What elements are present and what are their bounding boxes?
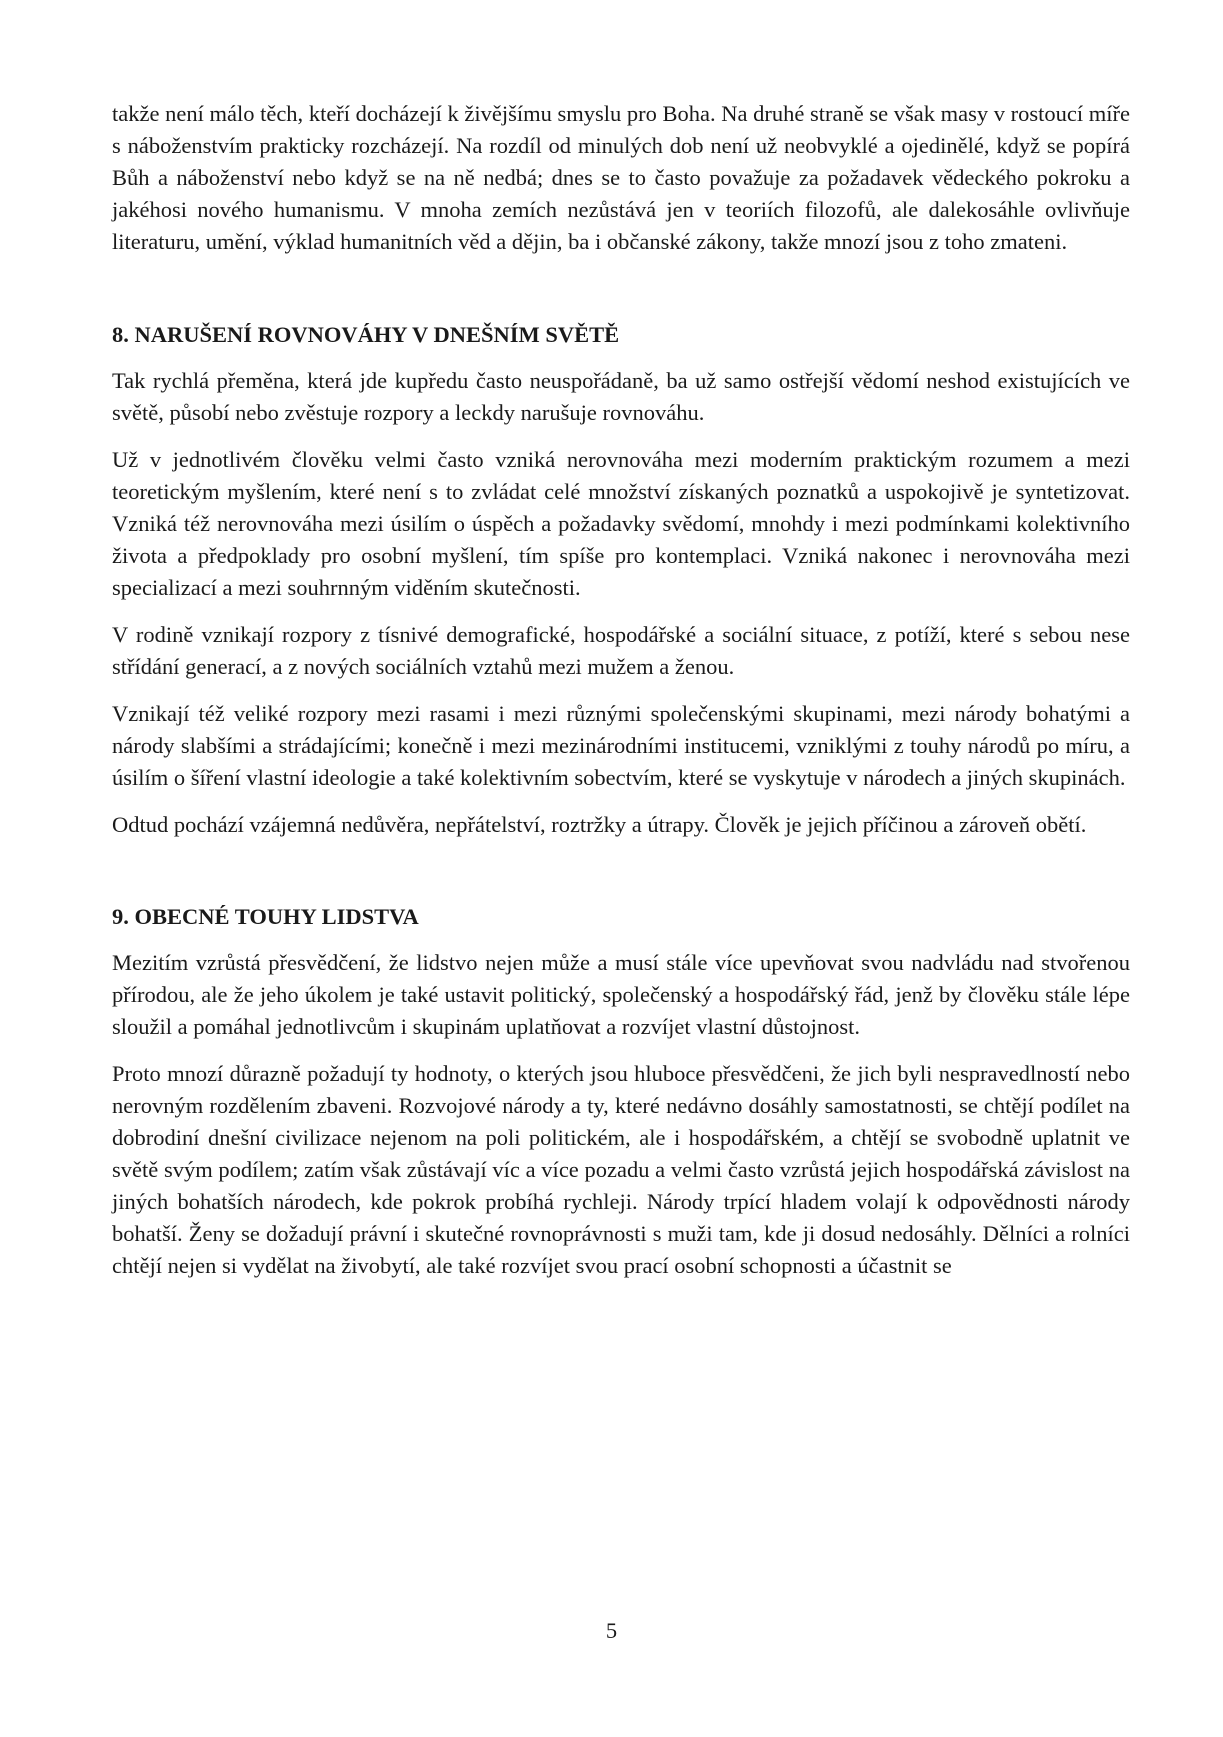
section-8-paragraph-3: V rodině vznikají rozpory z tísnivé demografické, hospodářské a sociální situace, z potíží, které s sebou nese střídání generací, a z nových sociálních vztahů mezi mužem a ženou. [112, 622, 1130, 679]
section-9-paragraph-1: Mezitím vzrůstá přesvědčení, že lidstvo nejen může a musí stále více upevňovat svou nadvládu nad stvořenou přírodou, ale že jeho úkolem je také ustavit politický, společenský a hospodářský řád, jenž by člověku stále lépe sloužil a pomáhal jednotlivcům i skupinám uplatňovat a rozvíjet vlastní důstojnost. [112, 950, 1130, 1039]
section-8-paragraph-2: Už v jednotlivém člověku velmi často vzniká nerovnováha mezi moderním praktickým rozumem a mezi teoretickým myšlením, které není s to zvládat celé množství získaných poznatků a uspokojivě je syntetizovat. Vzniká též nerovnováha mezi úsilím o úspěch a požadavky svědomí, mnohdy i mezi podmínkami kolektivního života a předpoklady pro osobní myšlení, tím spíše pro kontemplaci. Vzniká nakonec i nerovnováha mezi specializací a mezi souhrnným viděním skutečnosti. [112, 447, 1130, 600]
intro-paragraph: takže není málo těch, kteří docházejí k živějšímu smyslu pro Boha. Na druhé straně se však masy v rostoucí míře s náboženstvím prakticky rozcházejí. Na rozdíl od minulých dob není už neobvyklé a ojedinělé, když se popírá Bůh a náboženství nebo když se na ně nedbá; dnes se to často považuje za požadavek vědeckého pokroku a jakéhosi nového humanismu. V mnoha zemích nezůstává jen v teoriích filozofů, ale dalekosáhle ovlivňuje literaturu, umění, výklad humanitních věd a dějin, ba i občanské zákony, takže mnozí jsou z toho zmateni. [112, 101, 1130, 254]
section-8-paragraph-5: Odtud pochází vzájemná nedůvěra, nepřátelství, roztržky a útrapy. Člověk je jejich příčinou a zároveň obětí. [112, 812, 1087, 837]
section-8-paragraph-4: Vznikají též veliké rozpory mezi rasami i mezi různými společenskými skupinami, mezi národy bohatými a národy slabšími a strádajícími; konečně i mezi mezinárodními institucemi, vzniklými z touhy národů po míru, a úsilím o šíření vlastní ideologie a také kolektivním sobectvím, které se vyskytuje v národech a jiných skupinách. [112, 701, 1130, 790]
document-page [112, 98, 1130, 1297]
section-9-paragraph-2: Proto mnozí důrazně požadují ty hodnoty, o kterých jsou hluboce přesvědčeni, že jich byli nespravedlností nebo nerovným rozdělením zbaveni. Rozvojové národy a ty, které nedávno dosáhly samostatnosti, se chtějí podílet na dobrodiní dnešní civilizace nejenom na poli politickém, ale i hospodářském, a chtějí se svobodně uplatnit ve světě svým podílem; zatím však zůstávají víc a více pozadu a velmi často vzrůstá jejich hospodářská závislost na jiných bohatších národech, kde pokrok probíhá rychleji. Národy trpící hladem volají k odpovědnosti národy bohatší. Ženy se dožadují právní i skutečné rovnoprávnosti s muži tam, kde ji dosud nedosáhly. Dělníci a rolníci chtějí nejen si vydělat na živobytí, ale také rozvíjet svou prací osobní schopnosti a účastnit se [112, 1061, 1130, 1278]
page-number: 5 [605, 1618, 618, 1643]
section-8-heading: 8. NARUŠENÍ ROVNOVÁHY V DNEŠNÍM SVĚTĚ [112, 322, 620, 347]
section-8-paragraph-1: Tak rychlá přeměna, která jde kupředu často neuspořádaně, ba už samo ostřejší vědomí neshod existujících ve světě, působí nebo zvěstuje rozpory a leckdy narušuje rovnováhu. [112, 368, 1130, 425]
section-9-heading: 9. OBECNÉ TOUHY LIDSTVA [112, 904, 419, 929]
